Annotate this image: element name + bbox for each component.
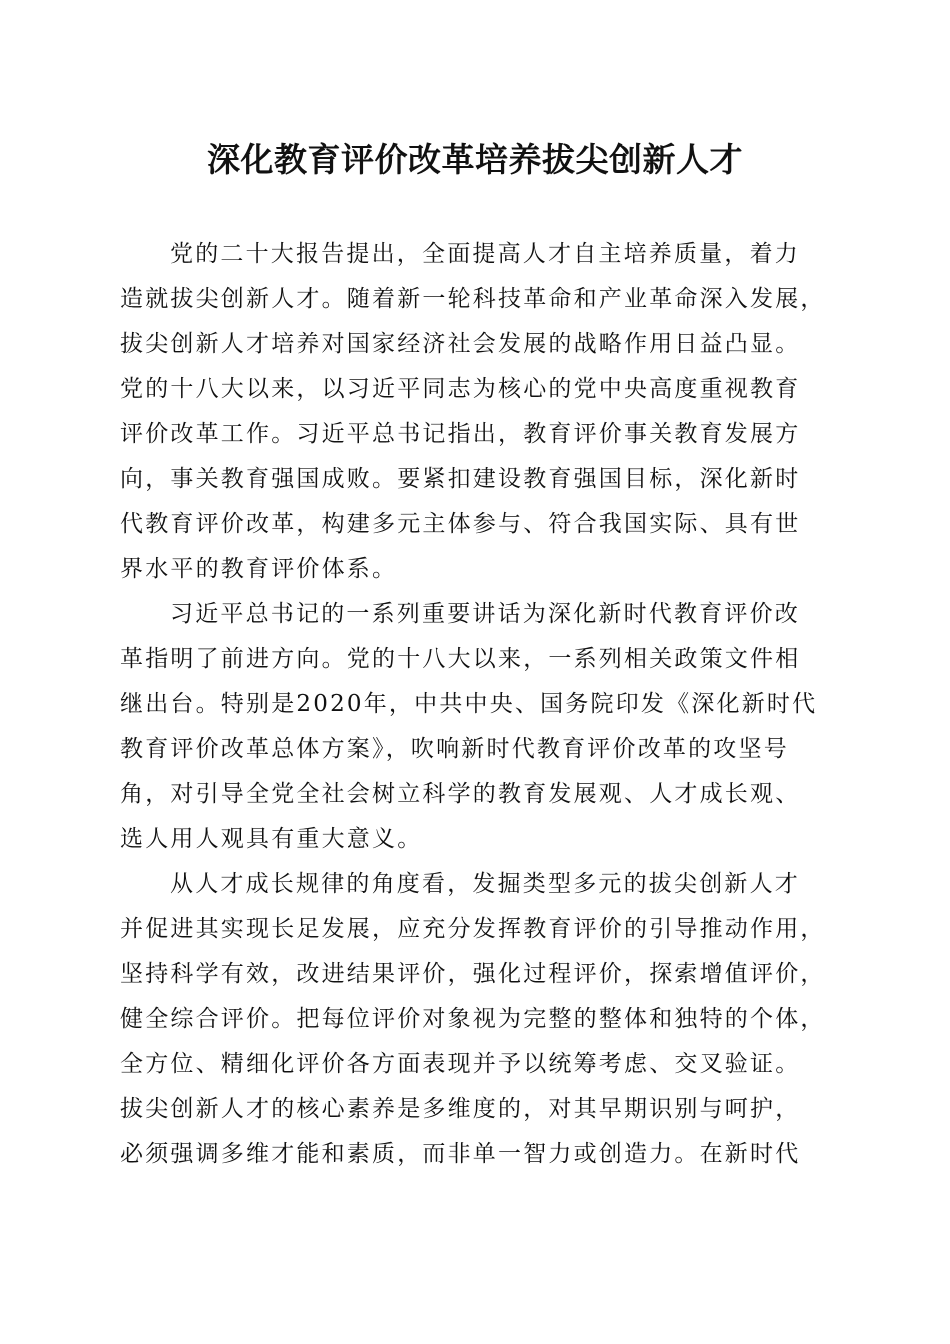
paragraph-line: 革指明了前进方向。党的十八大以来，一系列相关政策文件相 [120, 646, 801, 672]
paragraph-line: 并促进其实现长足发展，应充分发挥教育评价的引导推动作用， [120, 916, 826, 942]
paragraph-2 [120, 592, 835, 862]
paragraph-line: 必须强调多维才能和素质，而非单一智力或创造力。在新时代 [120, 1141, 801, 1167]
paragraph-line: 坚持科学有效，改进结果评价，强化过程评价，探索增值评价， [120, 961, 826, 987]
paragraph-line: 向，事关教育强国成败。要紧扣建设教育强国目标，深化新时 [120, 466, 801, 492]
document-title: 深化教育评价改革培养拔尖创新人才 [207, 140, 743, 179]
paragraph-line: 拔尖创新人才的核心素养是多维度的，对其早期识别与呵护， [120, 1096, 801, 1122]
paragraph-line: 全方位、精细化评价各方面表现并予以统筹考虑、交叉验证。 [120, 1051, 801, 1077]
paragraph-line: 党的十八大以来，以习近平同志为核心的党中央高度重视教育 [120, 376, 801, 402]
paragraph-line: 继出台。特别是2020年，中共中央、国务院印发《深化新时代 [120, 691, 818, 717]
paragraph-line: 代教育评价改革，构建多元主体参与、符合我国实际、具有世 [120, 511, 801, 537]
paragraph-line: 造就拔尖创新人才。随着新一轮科技革命和产业革命深入发展， [120, 286, 826, 312]
paragraph-line: 健全综合评价。把每位评价对象视为完整的整体和独特的个体， [120, 1006, 826, 1032]
paragraph-1 [120, 232, 835, 592]
paragraph-line: 从人才成长规律的角度看，发掘类型多元的拔尖创新人才 [170, 871, 800, 897]
paragraph-3 [120, 862, 835, 1177]
paragraph-line: 教育评价改革总体方案》，吹响新时代教育评价改革的攻坚号 [120, 736, 789, 762]
paragraph-line: 界水平的教育评价体系。 [120, 556, 398, 582]
paragraph-line: 党的二十大报告提出，全面提高人才自主培养质量，着力 [170, 241, 800, 267]
document-body [120, 232, 835, 1177]
paragraph-line: 拔尖创新人才培养对国家经济社会发展的战略作用日益凸显。 [120, 331, 801, 357]
paragraph-line: 角，对引导全党全社会树立科学的教育发展观、人才成长观、 [120, 781, 801, 807]
paragraph-line: 评价改革工作。习近平总书记指出，教育评价事关教育发展方 [120, 421, 801, 447]
paragraph-line: 习近平总书记的一系列重要讲话为深化新时代教育评价改 [170, 601, 800, 627]
paragraph-line: 选人用人观具有重大意义。 [120, 826, 423, 852]
